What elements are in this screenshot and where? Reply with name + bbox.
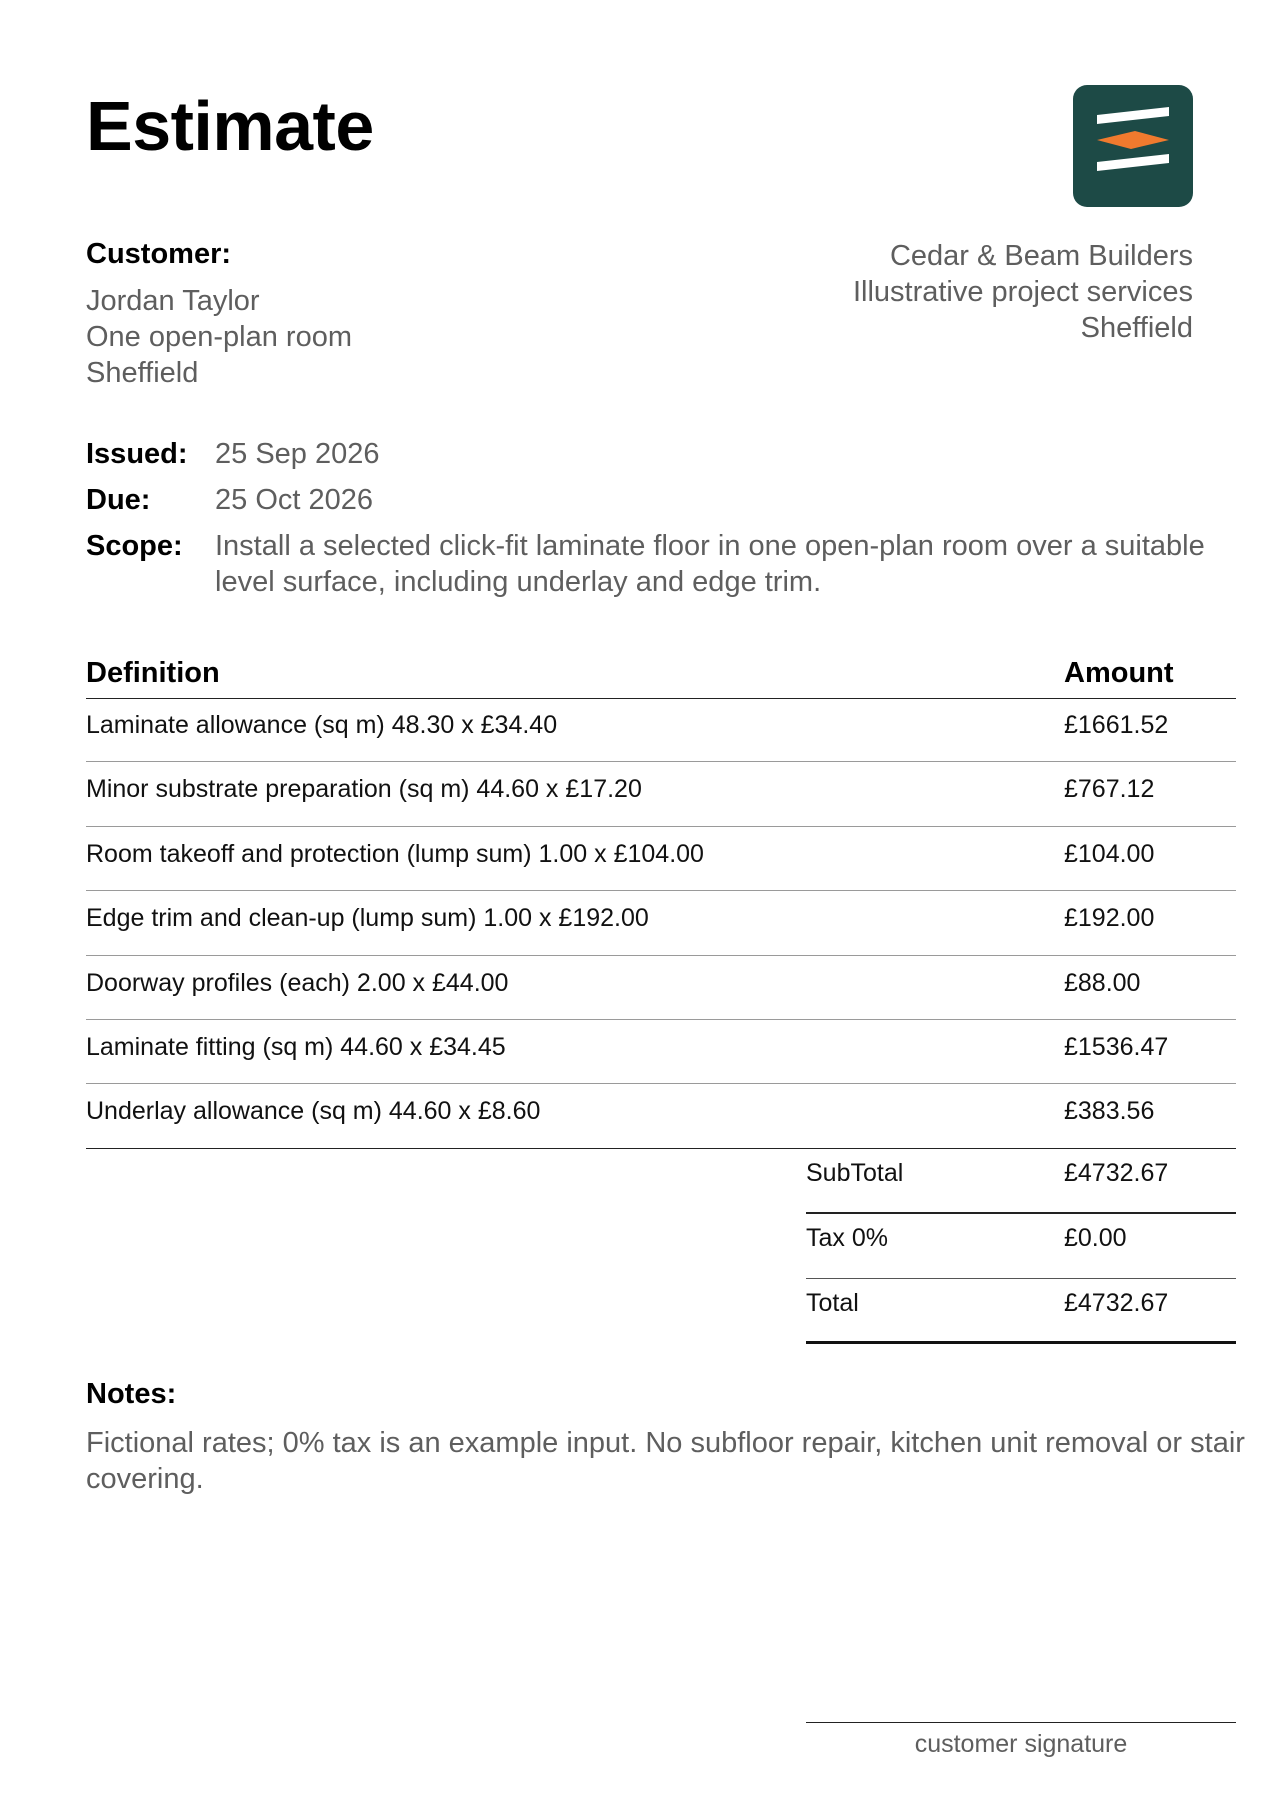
line-item-amount: £767.12	[1064, 775, 1155, 804]
company-name: Cedar & Beam Builders	[889, 240, 1193, 272]
line-item-description: Edge trim and clean-up (lump sum) 1.00 x £192.00	[86, 904, 649, 933]
line-item-description: Doorway profiles (each) 2.00 x £44.00	[86, 968, 509, 997]
line-items-table	[86, 698, 1236, 1149]
line-item-description: Underlay allowance (sq m) 44.60 x £8.60	[86, 1097, 541, 1126]
subtotal-row	[806, 1149, 1236, 1214]
customer-label: Customer:	[86, 238, 232, 270]
customer-project: One open-plan room	[86, 321, 352, 353]
amount-column-header: Amount	[1064, 657, 1174, 689]
line-item-description: Laminate fitting (sq m) 44.60 x £34.45	[86, 1032, 506, 1061]
due-label: Due:	[86, 484, 151, 516]
signature-label: customer signature	[914, 1730, 1128, 1758]
table-row	[86, 762, 1236, 826]
scope-label: Scope:	[86, 530, 183, 562]
table-row	[86, 1084, 1236, 1148]
notes-text: Fictional rates; 0% tax is an example input. No subfloor repair, kitchen unit removal or stair covering.	[86, 1427, 1245, 1495]
customer-city: Sheffield	[86, 357, 199, 389]
signature-line	[806, 1722, 1236, 1723]
notes-label: Notes:	[86, 1378, 177, 1410]
line-item-amount: £1536.47	[1064, 1032, 1169, 1061]
line-item-description: Minor substrate preparation (sq m) 44.60 x £17.20	[86, 775, 642, 804]
table-row	[86, 891, 1236, 955]
line-item-amount: £88.00	[1064, 968, 1141, 997]
tax-row	[806, 1214, 1236, 1279]
line-item-amount: £1661.52	[1064, 711, 1169, 739]
company-logo	[1073, 85, 1193, 207]
issued-date: 25 Sep 2026	[215, 438, 380, 470]
table-row	[86, 827, 1236, 891]
document-title: Estimate	[86, 87, 374, 165]
tax-label: Tax 0%	[806, 1224, 888, 1252]
company-city: Sheffield	[1080, 312, 1193, 344]
line-item-description: Laminate allowance (sq m) 48.30 x £34.40	[86, 711, 558, 739]
table-row	[86, 698, 1236, 762]
line-item-amount: £192.00	[1064, 904, 1155, 933]
subtotal-value: £4732.67	[1064, 1159, 1169, 1187]
total-row	[806, 1279, 1236, 1344]
customer-details	[86, 283, 352, 391]
definition-column-header: Definition	[86, 657, 220, 689]
due-date: 25 Oct 2026	[215, 484, 373, 516]
line-items-header	[86, 655, 1236, 699]
table-row	[86, 1020, 1236, 1084]
company-tagline: Illustrative project services	[852, 276, 1193, 308]
subtotal-label: SubTotal	[806, 1159, 904, 1187]
company-details	[853, 238, 1193, 346]
totals-block	[806, 1149, 1236, 1344]
total-label: Total	[806, 1289, 859, 1317]
scope-text: Install a selected click-fit laminate floor in one open-plan room over a suitable level surface, including underlay and edge trim.	[215, 530, 1205, 598]
line-item-description: Room takeoff and protection (lump sum) 1.00 x £104.00	[86, 839, 704, 868]
table-row	[86, 956, 1236, 1020]
customer-name: Jordan Taylor	[86, 285, 260, 317]
line-item-amount: £383.56	[1064, 1097, 1155, 1126]
tax-value: £0.00	[1064, 1224, 1127, 1252]
line-item-amount: £104.00	[1064, 839, 1155, 868]
total-value: £4732.67	[1064, 1289, 1169, 1317]
issued-label: Issued:	[86, 438, 188, 470]
